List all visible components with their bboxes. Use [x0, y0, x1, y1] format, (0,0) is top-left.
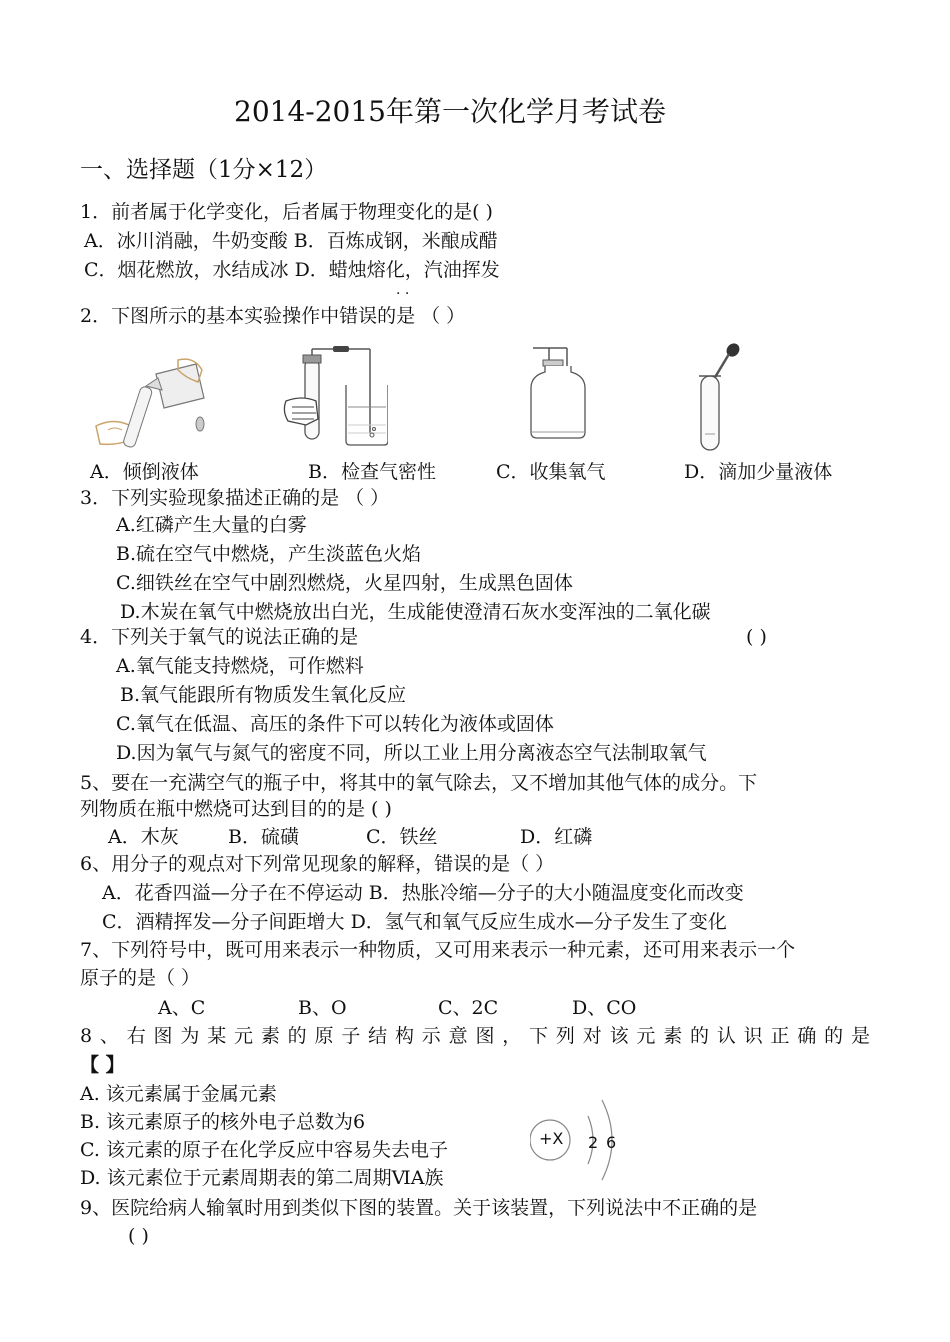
question-8-answer-bracket: 【 】 — [80, 1054, 125, 1076]
question-4-option-b: B.氧气能跟所有物质发生氧化反应 — [120, 684, 407, 706]
question-6-options-cd: C．酒精挥发—分子间距增大 D．氢气和氧气反应生成水—分子发生了变化 — [102, 911, 727, 933]
question-8-option-c: C. 该元素的原子在化学反应中容易失去电子 — [80, 1139, 448, 1161]
question-4-option-d: D.因为氧气与氮气的密度不同，所以工业上用分离液态空气法制取氧气 — [116, 742, 707, 764]
question-6-stem: 6、用分子的观点对下列常见现象的解释，错误的是（ ） — [80, 853, 555, 875]
question-3-stem: 3．下列实验现象描述正确的是 （ ） — [80, 487, 390, 509]
question-1-stem: 1．前者属于化学变化，后者属于物理变化的是( ) — [80, 201, 493, 223]
question-2-stem: 2．下图所示的基本实验操作中错误的是 （ ） — [80, 305, 466, 327]
question-9-answer-paren: ( ) — [128, 1225, 149, 1247]
question-5-option-d: D．红磷 — [520, 826, 593, 848]
question-6-options-ab: A．花香四溢—分子在不停运动 B．热胀冷缩—分子的大小随温度变化而改变 — [102, 882, 744, 904]
question-2-option-b: B．检查气密性 — [308, 461, 436, 483]
question-3-option-c: C.细铁丝在空气中剧烈燃烧，火星四射，生成黑色固体 — [116, 572, 573, 594]
question-7-option-c: C、2C — [438, 997, 499, 1019]
question-7-line-2: 原子的是（ ） — [80, 967, 201, 989]
question-7-option-d: D、CO — [572, 997, 637, 1019]
emphasis-dots: . . — [396, 282, 410, 298]
dropper-figure — [693, 342, 743, 457]
question-3-option-d: D.木炭在氧气中燃烧放出白光，生成能使澄清石灰水变浑浊的二氧化碳 — [120, 601, 711, 623]
question-8-line-1: 8、右图为某元素的原子结构示意图，下列对该元素的认识正确的是 — [80, 1025, 870, 1047]
page-title: 2014-2015年第一次化学月考试卷 — [234, 95, 666, 128]
question-7-option-a: A、C — [158, 997, 206, 1019]
nucleus-charge-label: +X — [539, 1129, 564, 1148]
question-4-answer-paren: ( ) — [746, 626, 767, 648]
airtightness-check-figure — [278, 345, 388, 450]
question-5-option-c: C．铁丝 — [366, 826, 438, 848]
question-5-line-1: 5、要在一充满空气的瓶子中，将其中的氧气除去，又不增加其他气体的成分。下 — [80, 772, 758, 794]
question-1-options-cd: C．烟花燃放，水结成冰 D．蜡烛熔化，汽油挥发 — [84, 259, 500, 281]
question-3-option-b: B.硫在空气中燃烧，产生淡蓝色火焰 — [116, 543, 422, 565]
shell-2-electrons: 6 — [606, 1133, 617, 1152]
section-heading: 一、选择题（1分×12） — [80, 157, 328, 183]
question-5-option-a: A．木灰 — [108, 826, 179, 848]
question-1-options-ab: A．冰川消融，牛奶变酸 B．百炼成钢，米酿成醋 — [84, 230, 498, 252]
pouring-liquid-figure — [86, 356, 216, 456]
question-9-line-1: 9、医院给病人输氧时用到类似下图的装置。关于该装置，下列说法中不正确的是 — [80, 1197, 758, 1219]
shell-1-electrons: 2 — [588, 1133, 599, 1152]
question-4-option-a: A.氧气能支持燃烧，可作燃料 — [116, 655, 364, 677]
question-8-option-a: A. 该元素属于金属元素 — [80, 1083, 277, 1105]
question-7-line-1: 7、下列符号中，既可用来表示一种物质，又可用来表示一种元素，还可用来表示一个 — [80, 939, 796, 961]
question-8-option-b: B. 该元素原子的核外电子总数为6 — [80, 1111, 366, 1133]
question-4-stem: 4．下列关于氧气的说法正确的是 — [80, 626, 359, 648]
question-4-option-c: C.氧气在低温、高压的条件下可以转化为液体或固体 — [116, 713, 554, 735]
question-2-option-d: D．滴加少量液体 — [684, 461, 833, 483]
question-7-option-b: B、O — [298, 997, 347, 1019]
question-5-line-2: 列物质在瓶中燃烧可达到目的的是 ( ) — [80, 798, 392, 820]
question-2-option-c: C．收集氧气 — [496, 461, 606, 483]
question-3-option-a: A.红磷产生大量的白雾 — [116, 514, 307, 536]
question-8-option-d: D. 该元素位于元素周期表的第二周期ⅥA族 — [80, 1167, 444, 1189]
question-2-option-a: A．倾倒液体 — [90, 461, 199, 483]
question-5-option-b: B．硫磺 — [228, 826, 299, 848]
gas-collection-figure — [523, 344, 593, 444]
